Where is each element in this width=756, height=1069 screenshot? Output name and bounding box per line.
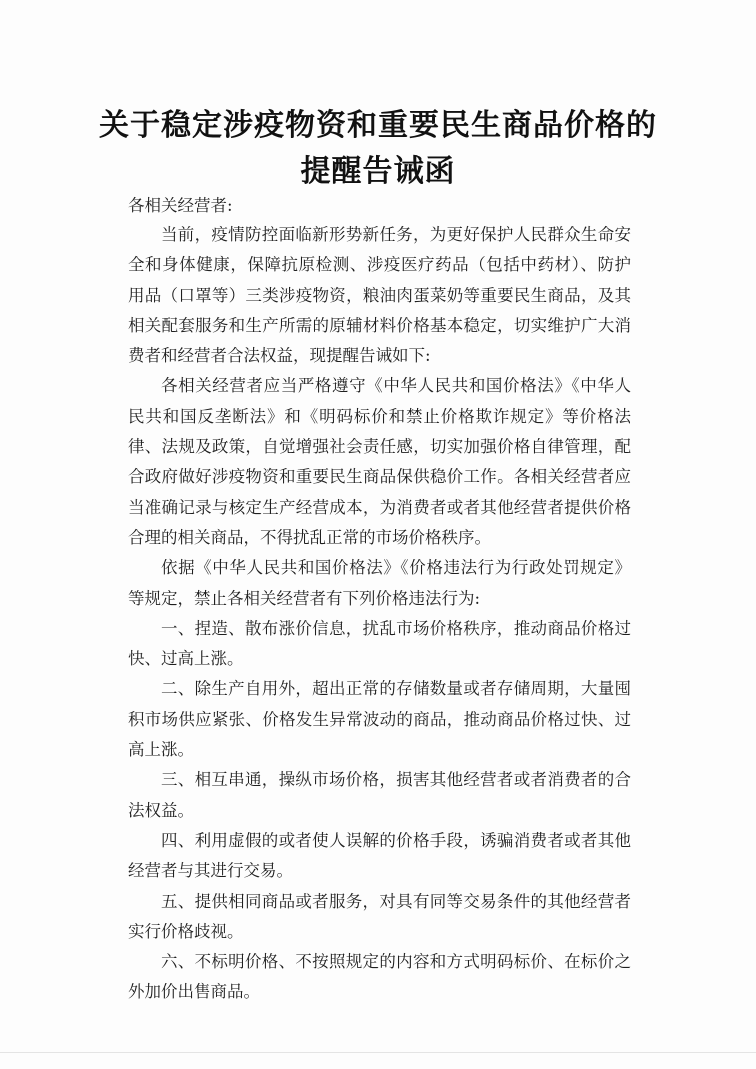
list-item-prohibition-5: 五、提供相同商品或者服务，对具有同等交易条件的其他经营者实行价格歧视。 [128,891,631,941]
document-title-line-1: 关于稳定涉疫物资和重要民生商品价格的 [99,108,657,143]
list-item-prohibition-2: 二、除生产自用外，超出正常的存储数量或者存储周期，大量囤积市场供应紧张、价格发生异常波动的商品，推动商品价格过快、过高上涨。 [128,679,631,760]
paragraph-intro: 当前，疫情防控面临新形势新任务，为更好保护人民群众生命安全和身体健康，保障抗原检测、涉疫医疗药品（包括中药材）、防护用品（口罩等）三类涉疫物资，粮油肉蛋菜奶等重要民生商品，及其相关配套服务和生产所需的原辅材料价格基本稳定，切实维护广大消费者和经营者合法权益，现提醒告诫如下: [128,225,631,366]
paragraph-compliance: 各相关经营者应当严格遵守《中华人民共和国价格法》《中华人民共和国反垄断法》和《明码标价和禁止价格欺诈规定》等价格法律、法规及政策，自觉增强社会责任感，切实加强价格自律管理，配合政府做好涉疫物资和重要民生商品保供稳价工作。各相关经营者应当准确记录与核定生产经营成本，为消费者或者其他经营者提供价格合理的相关商品，不得扰乱正常的市场价格秩序。 [128,376,631,547]
letter-body [128,220,631,1008]
document-title-line-2: 提醒告诫函 [300,154,456,189]
list-item-prohibition-3: 三、相互串通，操纵市场价格，损害其他经营者或者消费者的合法权益。 [128,770,631,820]
list-item-prohibition-4: 四、利用虚假的或者使人误解的价格手段，诱骗消费者或者其他经营者与其进行交易。 [128,830,631,881]
paragraph-legal-basis: 依据《中华人民共和国价格法》《价格违法行为行政处罚规定》等规定，禁止各相关经营者有下列价格违法行为: [128,558,631,608]
page-bottom-divider [0,1052,756,1053]
salutation: 各相关经营者: [128,196,233,215]
list-item-prohibition-1: 一、捏造、散布涨价信息，扰乱市场价格秩序，推动商品价格过快、过高上涨。 [128,618,631,669]
list-item-prohibition-6: 六、不标明价格、不按照规定的内容和方式明码标价、在标价之外加价出售商品。 [128,952,631,1002]
